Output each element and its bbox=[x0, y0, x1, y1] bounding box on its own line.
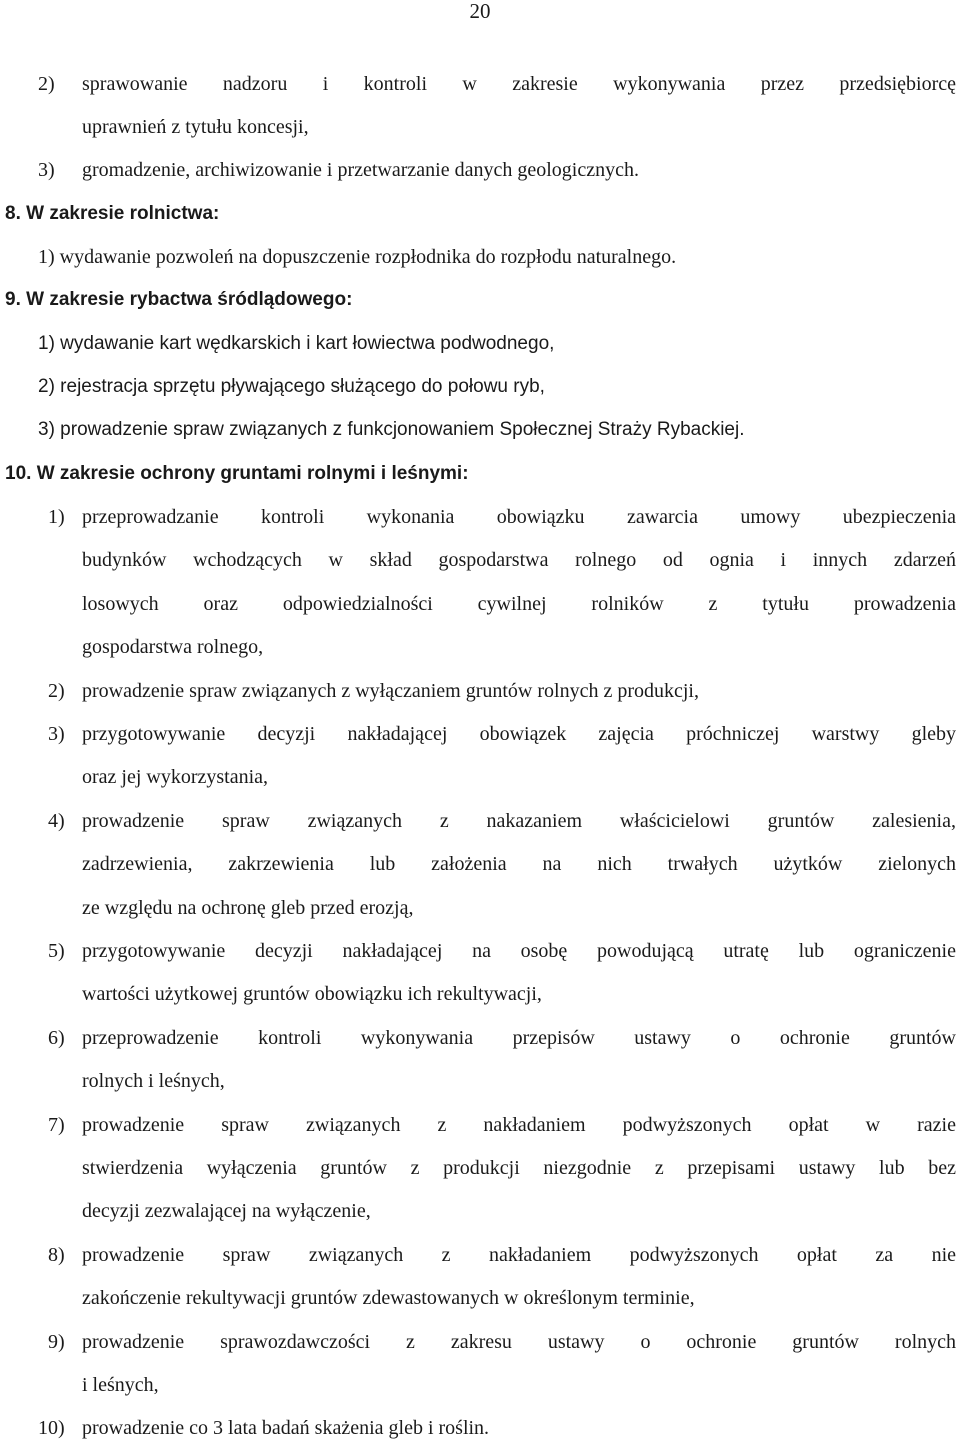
item-text: prowadzenie co 3 lata badań skażenia gleb i roślin. bbox=[82, 1417, 490, 1439]
item-text: budynków wchodzących w skład gospodarstwa rolnego od ognia i innych zdarzeń bbox=[82, 549, 956, 571]
item-number: 3) bbox=[38, 159, 55, 181]
item-number: 2) bbox=[38, 73, 55, 95]
item-text: uprawnień z tytułu koncesji, bbox=[82, 116, 309, 138]
item-number: 5) bbox=[48, 940, 65, 962]
item-number: 2) bbox=[48, 680, 65, 702]
item-number: 10) bbox=[38, 1417, 65, 1439]
item-text: przygotowywanie decyzji nakładającej obowiązek zajęcia próchniczej warstwy gleby bbox=[82, 723, 956, 745]
item-text: zadrzewienia, zakrzewienia lub założenia na nich trwałych użytków zielonych bbox=[82, 853, 956, 875]
item-text: gromadzenie, archiwizowanie i przetwarzanie danych geologicznych. bbox=[82, 159, 639, 181]
item-text: stwierdzenia wyłączenia gruntów z produkcji niezgodnie z przepisami ustawy lub bez bbox=[82, 1157, 956, 1179]
item-text: rolnych i leśnych, bbox=[82, 1070, 225, 1092]
item-text: prowadzenie spraw związanych z nakładaniem podwyższonych opłat w razie bbox=[82, 1114, 956, 1136]
item-text: 3) prowadzenie spraw związanych z funkcjonowaniem Społecznej Straży Rybackiej. bbox=[38, 419, 745, 440]
section-heading: 9. W zakresie rybactwa śródlądowego: bbox=[5, 289, 353, 310]
item-text: prowadzenie spraw związanych z wyłączaniem gruntów rolnych z produkcji, bbox=[82, 680, 699, 702]
item-number: 3) bbox=[48, 723, 65, 745]
item-text: gospodarstwa rolnego, bbox=[82, 636, 264, 658]
item-number: 1) bbox=[48, 506, 65, 528]
item-number: 6) bbox=[48, 1027, 65, 1049]
item-text: przygotowywanie decyzji nakładającej na osobę powodującą utratę lub ograniczenie bbox=[82, 940, 956, 962]
item-text: zakończenie rekultywacji gruntów zdewastowanych w określonym terminie, bbox=[82, 1287, 695, 1309]
item-text: przeprowadzenie kontroli wykonywania przepisów ustawy o ochronie gruntów bbox=[82, 1027, 956, 1049]
section-heading: 10. W zakresie ochrony gruntami rolnymi i leśnymi: bbox=[5, 463, 469, 484]
item-number: 9) bbox=[48, 1331, 65, 1353]
item-text: sprawowanie nadzoru i kontroli w zakresie wykonywania przez przedsiębiorcę bbox=[82, 73, 956, 95]
item-text: 2) rejestracja sprzętu pływającego służącego do połowu ryb, bbox=[38, 376, 545, 397]
item-text: losowych oraz odpowiedzialności cywilnej rolników z tytułu prowadzenia bbox=[82, 593, 956, 615]
section-heading: 8. W zakresie rolnictwa: bbox=[5, 203, 220, 224]
item-text: 1) wydawanie kart wędkarskich i kart łowiectwa podwodnego, bbox=[38, 333, 555, 354]
item-number: 8) bbox=[48, 1244, 65, 1266]
item-text: przeprowadzanie kontroli wykonania obowiązku zawarcia umowy ubezpieczenia bbox=[82, 506, 956, 528]
item-number: 7) bbox=[48, 1114, 65, 1136]
item-text: decyzji zezwalającej na wyłączenie, bbox=[82, 1200, 371, 1222]
item-text: wartości użytkowej gruntów obowiązku ich rekultywacji, bbox=[82, 983, 542, 1005]
item-text: prowadzenie spraw związanych z nakładaniem podwyższonych opłat za nie bbox=[82, 1244, 956, 1266]
item-text: oraz jej wykorzystania, bbox=[82, 766, 269, 788]
item-text: i leśnych, bbox=[82, 1374, 159, 1396]
item-text: prowadzenie spraw związanych z nakazaniem właścicielowi gruntów zalesienia, bbox=[82, 810, 956, 832]
item-text: ze względu na ochronę gleb przed erozją, bbox=[82, 897, 414, 919]
item-number: 4) bbox=[48, 810, 65, 832]
item-text: 1) wydawanie pozwoleń na dopuszczenie rozpłodnika do rozpłodu naturalnego. bbox=[38, 246, 677, 268]
page-number: 20 bbox=[469, 0, 491, 23]
item-text: prowadzenie sprawozdawczości z zakresu ustawy o ochronie gruntów rolnych bbox=[82, 1331, 956, 1353]
